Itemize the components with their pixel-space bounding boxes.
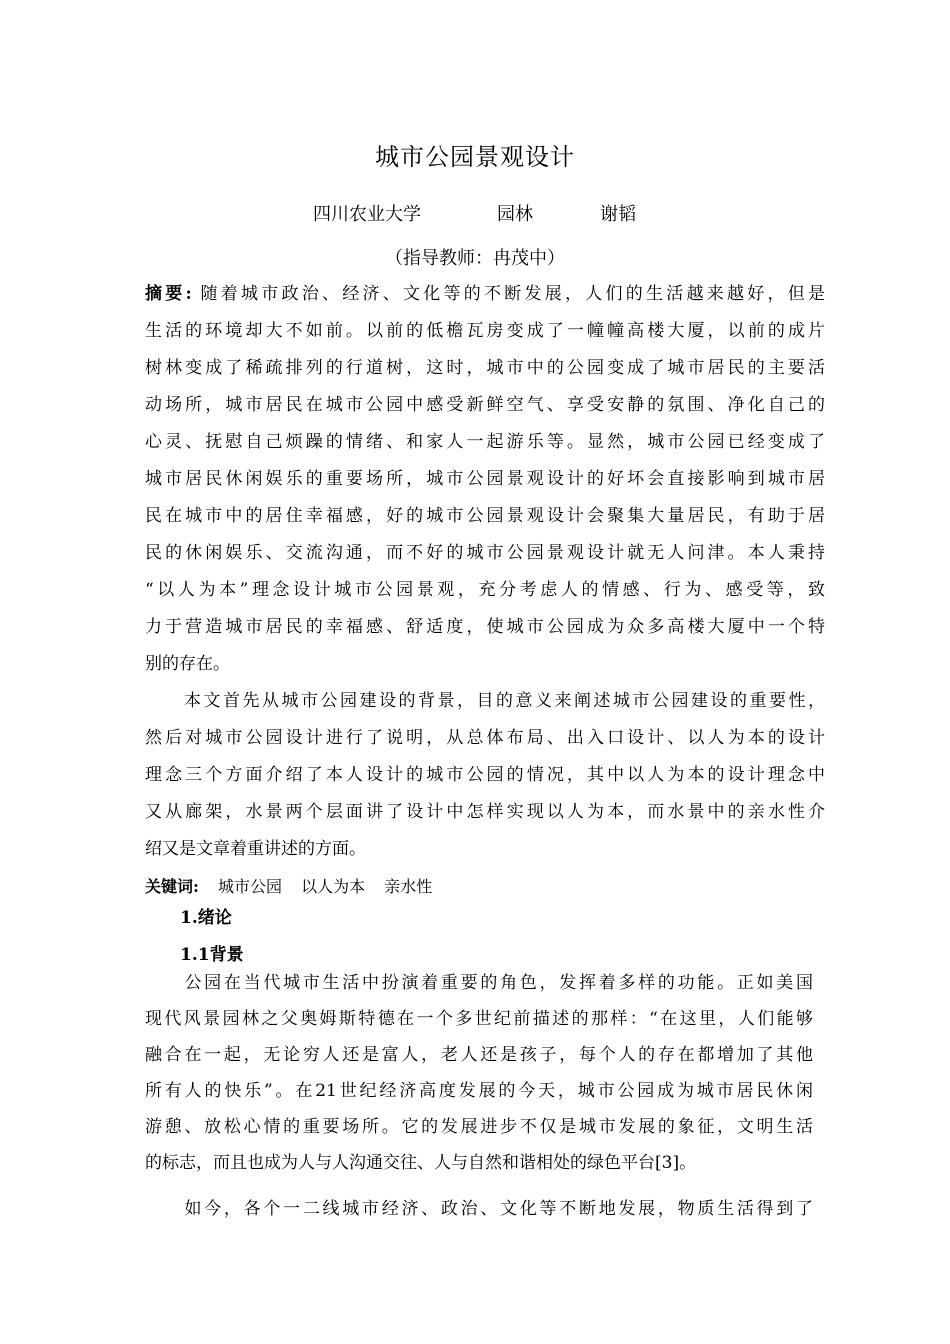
body-line: 公园在当代城市生活中扮演着重要的角色，发挥着多样的功能。正如美国 xyxy=(145,973,813,993)
abstract-line: 动场所，城市居民在城市公园中感受新鲜空气、享受安静的氛围、净化自己的 xyxy=(145,395,825,415)
body-line: 所有人的快乐”。在21世纪经济高度发展的今天，城市公园成为城市居民休闲 xyxy=(145,1081,813,1101)
abstract-line: 别的存在。 xyxy=(145,654,230,674)
abstract xyxy=(145,276,825,868)
paper-title: 城市公园景观设计 xyxy=(375,143,575,171)
body-line: 游憩、放松心情的重要场所。它的发展进步不仅是城市发展的象征，文明生活 xyxy=(145,1117,813,1137)
abstract-line: 民的休闲娱乐、交流沟通，而不好的城市公园景观设计就无人问津。本人秉持 xyxy=(145,543,825,563)
abstract-line: 又从廊架，水景两个层面讲了设计中怎样实现以人为本，而水景中的亲水性介 xyxy=(145,802,825,822)
author-name: 谢韬 xyxy=(600,204,636,225)
author-line xyxy=(0,200,950,228)
section-heading: 1.绪论 xyxy=(180,908,232,928)
author-major: 园林 xyxy=(497,204,533,225)
body-line: 如今，各个一二线城市经济、政治、文化等不断地发展，物质生活得到了 xyxy=(145,1199,813,1219)
body-line: 融合在一起，无论穷人还是富人，老人还是孩子，每个人的存在都增加了其他 xyxy=(145,1045,813,1065)
keyword-term: 亲水性 xyxy=(384,877,433,896)
keywords-label: 关键词: xyxy=(145,877,199,896)
keyword-term: 以人为本 xyxy=(301,877,366,896)
abstract-line: 生活的环境却大不如前。以前的低檐瓦房变成了一幢幢高楼大厦，以前的成片 xyxy=(145,321,825,341)
body-line: 现代风景园林之父奥姆斯特德在一个多世纪前描述的那样：“在这里，人们能够 xyxy=(145,1009,813,1029)
abstract-line: 绍又是文章着重讲述的方面。 xyxy=(145,839,366,859)
abstract-line: 理念三个方面介绍了本人设计的城市公园的情况，其中以人为本的设计理念中 xyxy=(145,765,825,785)
subsection-heading: 1.1背景 xyxy=(180,945,244,965)
abstract-line: 力于营造城市居民的幸福感、舒适度，使城市公园成为众多高楼大厦中一个特 xyxy=(145,617,825,637)
abstract-line: 树林变成了稀疏排列的行道树，这时，城市中的公园变成了城市居民的主要活 xyxy=(145,358,825,378)
abstract-line: “以人为本”理念设计城市公园景观，充分考虑人的情感、行为、感受等，致 xyxy=(145,580,825,600)
abstract-line: 本文首先从城市公园建设的背景，目的意义来阐述城市公园建设的重要性， xyxy=(145,691,825,711)
advisor-line: （指导教师：冉茂中） xyxy=(385,248,565,269)
abstract-line: 城市居民休闲娱乐的重要场所，城市公园景观设计的好坏会直接影响到城市居 xyxy=(145,469,825,489)
author-school: 四川农业大学 xyxy=(313,204,421,225)
abstract-line: 然后对城市公园设计进行了说明，从总体布局、出入口设计、以人为本的设计 xyxy=(145,728,825,748)
abstract-line: 民在城市中的居住幸福感，好的城市公园景观设计会聚集大量居民，有助于居 xyxy=(145,506,825,526)
abstract-line: 心灵、抚慰自己烦躁的情绪、和家人一起游乐等。显然，城市公园已经变成了 xyxy=(145,432,825,452)
keyword-term: 城市公园 xyxy=(218,877,283,896)
body-line: 的标志，而且也成为人与人沟通交往、人与自然和谐相处的绿色平台[3]。 xyxy=(145,1153,697,1173)
abstract-line: 摘要: 随着城市政治、经济、文化等的不断发展，人们的生活越来越好，但是 xyxy=(145,284,825,304)
abstract-label: 摘要: xyxy=(145,284,192,304)
keywords xyxy=(145,874,432,897)
section-body xyxy=(145,965,813,1227)
